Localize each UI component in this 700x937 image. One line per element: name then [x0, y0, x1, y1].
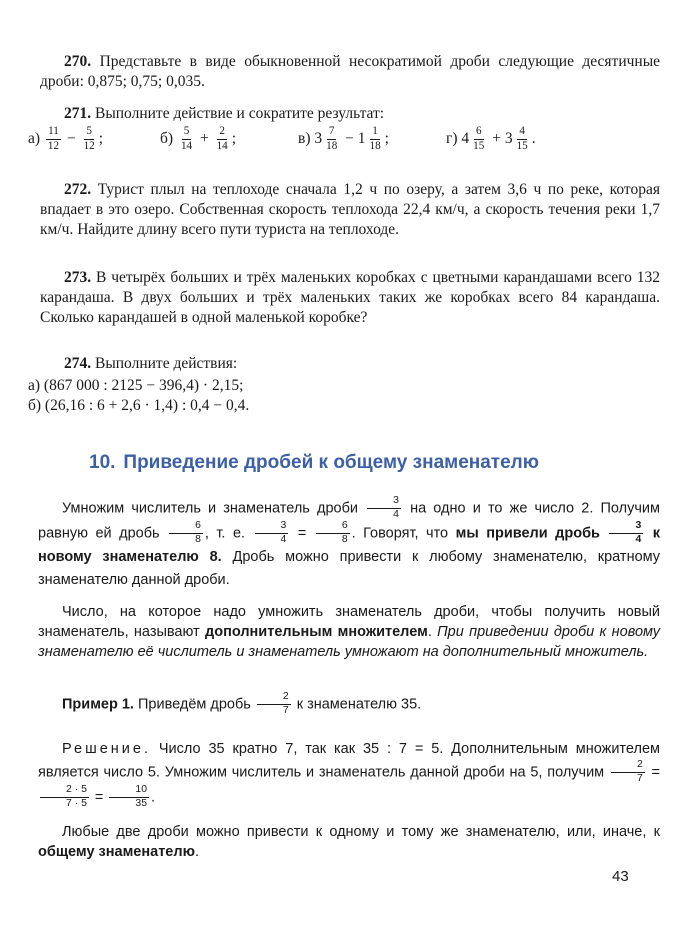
denominator: 12	[47, 139, 60, 152]
operator: −	[345, 129, 354, 147]
numerator: 2	[257, 692, 291, 705]
denominator: 4	[635, 533, 642, 545]
text: Число 35 кратно 7, так как 35 : 7 = 5. Дополнительным множителем является число 5. Умножим числитель и знаменатель данной дроби на 5, получим	[38, 741, 660, 781]
exercise-b	[160, 126, 236, 152]
punctuation: .	[531, 129, 536, 147]
denominator: 18	[369, 139, 381, 152]
operator: +	[199, 129, 209, 147]
page-number: 43	[612, 868, 629, 885]
denominator: 8	[195, 533, 201, 545]
section-heading	[89, 452, 649, 474]
text: на одно и то же число 2. Получим равную ей дробь	[38, 500, 660, 542]
numerator: 5	[84, 126, 94, 140]
punctuation: ;	[98, 129, 104, 147]
bold-text: к новому знаменателю 8.	[38, 525, 661, 565]
text: к знаменателю 35.	[296, 696, 422, 713]
solution	[38, 738, 660, 810]
problem-text: В четырёх больших и трёх маленьких коробках с цветными карандашами всего 132 карандаша. В двух больших и трёх маленьких таких же коробках всего 84 карандаша. Сколько карандашей в одной маленькой коробке?	[40, 269, 661, 326]
denominator: 4	[393, 508, 399, 520]
problem-text: Турист плыл на теплоходе сначала 1,2 ч по озеру, а затем 3,6 ч по реке, которая впадает в это озеро. Собственная скорость теплохода 22,4 км/ч, а скорость течения реки 1,7 км/ч. Найдите длину всего пути туриста на теплоходе.	[40, 181, 661, 238]
fraction	[215, 126, 230, 152]
operator: −	[66, 129, 76, 147]
fraction	[367, 496, 401, 521]
text: Число, на которое надо умножить знаменатель дроби, чтобы получить новый знаменатель, называют	[38, 604, 660, 640]
fraction	[611, 760, 645, 785]
problem-271-exercises	[28, 126, 668, 166]
problem-number: 273.	[64, 269, 92, 286]
problem-text: Представьте в виде обыкновенной несократимой дроби следующие десятичные дроби: 0,875; 0,75; 0,035.	[40, 53, 660, 90]
problem-272	[40, 180, 660, 240]
punctuation: ;	[231, 129, 237, 147]
denominator: 14	[216, 139, 228, 152]
section-title: Приведение дробей к общему знаменателю	[123, 452, 539, 473]
punctuation: ;	[384, 129, 389, 147]
problem-number: 274.	[64, 355, 92, 372]
denominator: 18	[326, 139, 338, 152]
numerator: 6	[169, 521, 203, 534]
problem-text: Выполните действия:	[95, 355, 238, 372]
whole-part: 3	[314, 129, 323, 147]
denominator: 15	[473, 139, 485, 152]
problem-number: 271.	[64, 105, 92, 122]
exercise-g	[446, 126, 536, 152]
numerator: 11	[46, 126, 61, 140]
numerator: 3	[367, 496, 401, 509]
denominator: 14	[180, 139, 193, 152]
numerator: 10	[109, 785, 149, 798]
exercise-a	[28, 126, 103, 152]
example-label: Пример 1.	[62, 696, 134, 713]
punctuation: .	[151, 789, 156, 806]
fraction	[324, 126, 339, 152]
problem-273	[40, 268, 660, 328]
fraction	[609, 521, 643, 546]
numerator: 7	[327, 126, 337, 140]
whole-part: 1	[357, 129, 366, 147]
text: . Говорят, что	[351, 525, 449, 542]
operator: +	[492, 129, 501, 147]
bold-text: мы привели дробь	[455, 525, 600, 542]
denominator: 4	[280, 533, 287, 545]
fraction	[109, 785, 149, 810]
exercise-274-a: а) (867 000 : 2125 − 396,4) · 2,15;	[28, 377, 244, 394]
problem-number: 270.	[64, 53, 92, 70]
whole-part: 4	[461, 129, 470, 147]
exercise-v	[298, 126, 389, 152]
punctuation: .	[194, 844, 199, 860]
paragraph-2	[38, 602, 660, 662]
fraction	[255, 521, 289, 546]
fraction	[46, 126, 61, 152]
whole-part: 3	[504, 129, 513, 147]
numerator: 6	[316, 521, 350, 534]
fraction	[316, 521, 350, 546]
text: Приведём дробь	[138, 696, 251, 713]
operator: =	[651, 764, 660, 781]
exercise-label: а)	[28, 129, 41, 147]
section-number: 10.	[89, 452, 116, 473]
fraction	[515, 126, 530, 152]
denominator: 7 · 5	[66, 797, 87, 809]
exercise-label: б)	[160, 129, 174, 147]
numerator: 2	[217, 126, 227, 140]
fraction	[257, 692, 291, 717]
numerator: 5	[182, 126, 192, 140]
numerator: 2 · 5	[40, 785, 89, 798]
fraction	[40, 785, 89, 810]
problem-270	[40, 52, 660, 92]
bold-text: дополнительным множителем	[205, 624, 428, 640]
numerator: 4	[517, 126, 527, 140]
numerator: 3	[255, 521, 289, 534]
denominator: 7	[282, 704, 289, 716]
fraction	[368, 126, 383, 152]
fraction	[82, 126, 97, 152]
numerator: 1	[370, 126, 380, 140]
numerator: 6	[474, 126, 484, 140]
text: Дробь можно привести к любому знаменателю, кратному знаменателю данной дроби.	[38, 548, 661, 588]
fraction	[471, 126, 486, 152]
italic-rule: При приведении дроби к новому знаменателю её числитель и знаменатель умножают на дополнительный множитель.	[38, 624, 661, 660]
denominator: 7	[636, 772, 643, 784]
fraction	[169, 521, 203, 546]
text: , т. е.	[204, 525, 246, 542]
denominator: 12	[83, 139, 95, 152]
exercise-label: г)	[446, 129, 458, 147]
text: Умножим числитель и знаменатель дроби	[62, 500, 358, 517]
paragraph-1	[38, 496, 660, 592]
denominator: 15	[516, 139, 528, 152]
denominator: 8	[341, 533, 348, 545]
operator: =	[297, 525, 307, 542]
example-1	[38, 692, 660, 717]
problem-text: Выполните действие и сократите результат:	[95, 105, 385, 122]
denominator: 35	[135, 797, 148, 809]
paragraph-3	[38, 822, 660, 862]
text: Любые две дроби можно привести к одному и тому же знаменателю, или, иначе, к	[62, 824, 660, 840]
numerator: 3	[609, 521, 643, 534]
problem-271	[40, 104, 660, 124]
text: .	[427, 624, 432, 640]
problem-274	[40, 354, 660, 374]
solution-label: Решение.	[62, 741, 151, 757]
exercise-label: в)	[298, 129, 311, 147]
fraction	[179, 126, 194, 152]
bold-text: общему знаменателю	[38, 844, 195, 860]
problem-number: 272.	[64, 181, 92, 198]
exercise-274-b: б) (26,16 : 6 + 2,6 · 1,4) : 0,4 − 0,4.	[28, 397, 250, 414]
operator: =	[94, 789, 104, 806]
numerator: 2	[611, 760, 645, 773]
